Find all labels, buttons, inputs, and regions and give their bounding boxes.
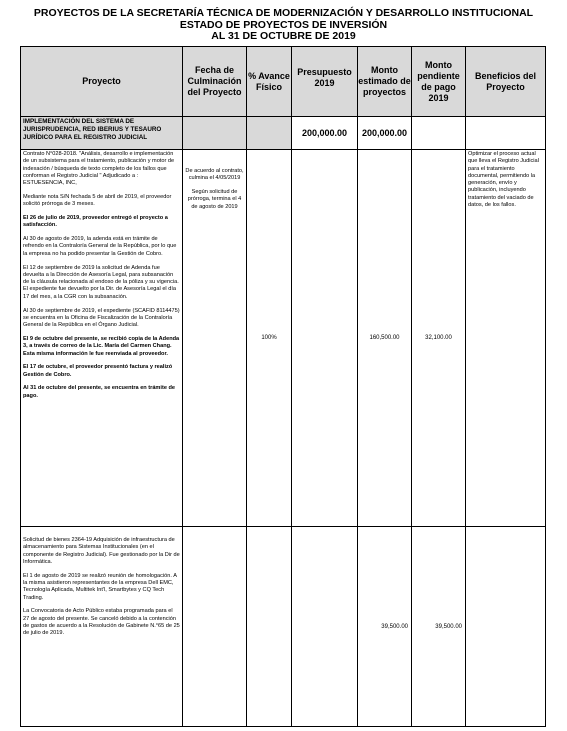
row2-proyecto-cell	[21, 527, 183, 727]
row1-paragraph: Al 30 de septiembre de 2019, el expediente (SCAFID 8114475) se encuentra en la Oficina de Fiscalización de la Contraloría General de la República en el Órgano Judicial.	[23, 307, 180, 329]
col-header-fecha: Fecha de Culminación del Proyecto	[183, 47, 247, 117]
project-presupuesto: 200,000.00	[292, 117, 358, 150]
row1-fecha-prorroga: Según solicitud de prórroga, termina el 4 de agosto de 2019	[187, 189, 242, 210]
row2-presupuesto-cell	[292, 527, 358, 727]
row2-monto-pendiente: 39,500.00	[412, 527, 466, 727]
project-summary-row	[21, 117, 546, 150]
header-date: AL 31 DE OCTUBRE DE 2019	[211, 30, 356, 42]
table-row	[21, 527, 546, 727]
row1-monto-estimado: 160,500.00	[358, 150, 412, 527]
col-header-proyecto: Proyecto	[21, 47, 183, 117]
col-header-monto-pendiente: Monto pendiente de pago 2019	[412, 47, 466, 117]
summary-fecha-cell	[183, 117, 247, 150]
document-header	[0, 8, 567, 43]
col-header-presupuesto: Presupuesto 2019	[292, 47, 358, 117]
row1-fecha-cell	[183, 150, 247, 527]
projects-table	[20, 46, 546, 727]
summary-avance-cell	[247, 117, 292, 150]
row1-paragraph: El 26 de julio de 2019, proveedor entregó el proyecto a satisfacción.	[23, 215, 168, 229]
row1-avance: 100%	[247, 150, 292, 527]
header-title: PROYECTOS DE LA SECRETARÍA TÉCNICA DE MODERNIZACIÓN Y DESARROLLO INSTITUCIONAL	[33, 7, 534, 19]
row2-paragraph: La Convocatoria de Acto Público estaba programada para el 27 de agosto del presente. Se canceló debido a la contención de gastos de acuerdo a la Resolución de Gabinete N.°65 de 25 de julio de 2019.	[23, 608, 180, 637]
row1-monto-pendiente: 32,100.00	[412, 150, 466, 527]
row1-beneficios: Optimizar el proceso actual que lleva el Registro Judicial para el tratamiento documental, permitiendo la generación, envío y publicación, incluyendo tratamiento del vaciado de datos, de los fallos.	[466, 150, 546, 527]
row1-paragraph: El 17 de octubre, el proveedor presentó factura y realizó Gestión de Cobro.	[23, 364, 173, 378]
row1-fecha-contrato: De acuerdo al contrato, culmina el 4/05/2019	[185, 168, 244, 182]
row2-monto-estimado: 39,500.00	[358, 527, 412, 727]
row2-paragraph: El 1 de agosto de 2019 se realizó reunión de homologación. A la misma asistieron representantes de la empresa Dell EMC, Tecnología Aplicada, Multitek Int'l, Smartbytes y CQ Tech Trading.	[23, 572, 177, 601]
row1-paragraph: El 12 de septiembre de 2019 la solicitud de Adenda fue devuelta a la Dirección de Asesoría Legal, para subsanación de la cláusula relacionada al endoso de la póliza y su vigencia. El expediente fue devuelto por la Dir. de Asesoría Legal el día 17 del mes, a la CGR con la subsanación.	[23, 264, 179, 300]
row1-presupuesto-cell	[292, 150, 358, 527]
col-header-beneficios: Beneficios del Proyecto	[466, 47, 546, 117]
row2-paragraph: Solicitud de bienes 2364-19 Adquisición de infraestructura de almacenamiento para Sistemas Institucionales (en el componente de Registro Judicial). Fue gestionado por la Dir de Informática.	[23, 537, 180, 565]
row1-proyecto-cell	[21, 150, 183, 527]
table-header-row	[21, 47, 546, 117]
row2-fecha-cell	[183, 527, 247, 727]
row2-avance-cell	[247, 527, 292, 727]
row2-beneficios-cell	[466, 527, 546, 727]
header-subtitle: ESTADO DE PROYECTOS DE INVERSIÓN	[179, 18, 388, 31]
row1-paragraph: Al 30 de agosto de 2019, la adenda está en trámite de refrendo en la Contraloría General de la República, por lo que la empresa no ha podido presentar la Gestión de Cobro.	[23, 236, 177, 257]
project-name: IMPLEMENTACIÓN DEL SISTEMA DE JURISPRUDENCIA, RED IBERIUS Y TESAURO JURÍDICO PARA EL REGISTRO JUDICIAL	[21, 117, 183, 150]
col-header-monto-estimado: Monto estimado de proyectos	[358, 47, 412, 117]
row1-paragraph: Contrato N°028-2018. "Análisis, desarrollo e implementación de un subsistema para el tratamiento, publicación y motor de indexación / búsqueda de texto completo de los fallos que conforman el Registro Judicial " Adjudicado a : ESTUESENCIA, INC,	[23, 151, 175, 187]
col-header-avance: % Avance Físico	[247, 47, 292, 117]
row1-paragraph: Mediante nota S/N fechada 5 de abril de 2019, el proveedor solicitó prórroga de 3 meses.	[23, 193, 172, 208]
row1-paragraph: Al 31 de octubre del presente, se encuentra en trámite de pago.	[23, 385, 176, 399]
summary-beneficios-cell	[466, 117, 546, 150]
summary-pendiente-cell	[412, 117, 466, 150]
row1-paragraph: El 9 de octubre del presente, se recibió copia de la Adenda 3, a través de correo de la Lic. María del Carmen Chang. Esta misma información le fue reenviada al proveedor.	[23, 335, 180, 357]
table-row	[21, 150, 546, 527]
project-monto-estimado: 200,000.00	[358, 117, 412, 150]
